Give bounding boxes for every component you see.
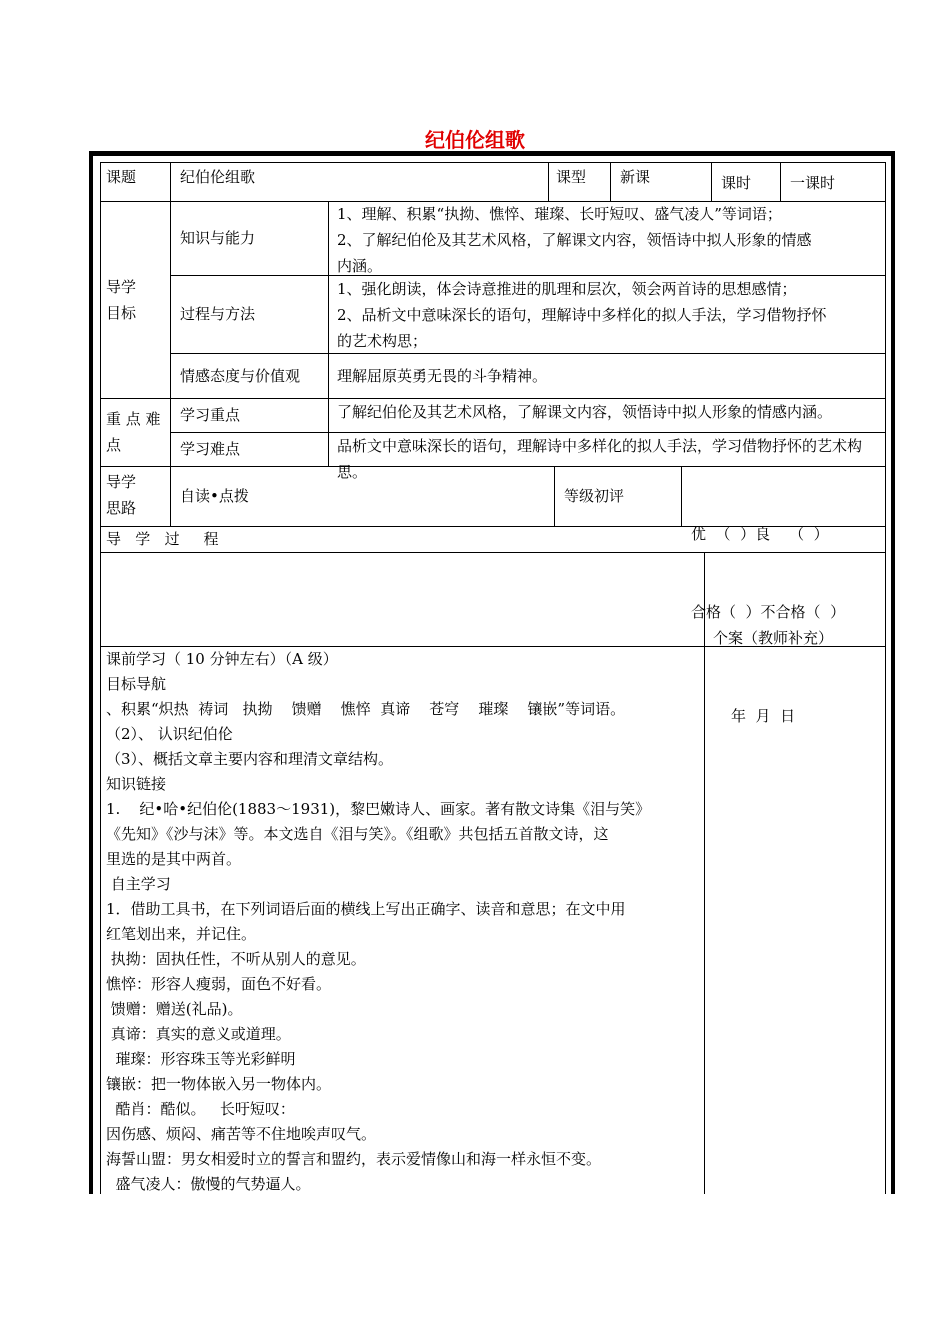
objective-category: 过程与方法 — [180, 305, 256, 323]
body-line: 馈赠：赠送(礼品)。 — [106, 1000, 243, 1018]
grid-line — [885, 162, 886, 552]
body-line: 海誓山盟：男女相爱时立的誓言和盟约，表示爱情像山和海一样永恒不变。 — [106, 1150, 602, 1168]
body-line: 自主学习 — [106, 875, 171, 893]
focus-text: 了解纪伯伦及其艺术风格，了解课文内容，领悟诗中拟人形象的情感内涵。 — [337, 403, 833, 421]
body-line: 红笔划出来，并记住。 — [106, 925, 257, 943]
focus-label: 学习重点 — [180, 406, 241, 424]
body-line: 《先知》《沙与沫》等。本文选自《泪与笑》。《组歌》共包括五首散文诗，这 — [106, 825, 609, 843]
body-line: 课前学习（ 10 分钟左右）（A 级） — [106, 650, 338, 668]
objective-content: 1、理解、积累“执拗、憔悴、璀璨、长吁短叹、盛气凌人”等词语； 2、了解纪伯伦及其艺术风格，了解课文内容，领悟诗中拟人形象的情感 内涵。 — [337, 205, 812, 275]
class-hours-value: 一课时 — [790, 174, 836, 192]
subject-label: 课题 — [106, 168, 137, 186]
body-line: 目标导航 — [106, 675, 167, 693]
body-line: 1．借助工具书，在下列词语后面的横线上写出正确字、读音和意思；在文中用 — [106, 900, 626, 918]
body-line: 里选的是其中两首。 — [106, 850, 242, 868]
class-hours-label: 课时 — [721, 174, 752, 192]
objectives-label: 导学 目标 — [106, 278, 137, 322]
body-line: 、积累“炽热 祷词 执拗 馈赠 憔悴 真谛 苍穹 璀璨 镶嵌”等词语。 — [106, 700, 626, 718]
lesson-type-value: 新课 — [620, 168, 651, 186]
grid-line — [610, 162, 611, 201]
key-points-label: 重 点 难 点 — [106, 410, 161, 454]
grid-line — [100, 162, 101, 1194]
process-heading: 导 学 过 程 — [106, 530, 219, 548]
body-line: 因伤感、烦闷、痛苦等不住地唉声叹气。 — [106, 1125, 377, 1143]
grid-line — [170, 162, 171, 526]
body-line: （3）、概括文章主要内容和理清文章结构。 — [106, 750, 394, 768]
body-line: 酷肖：酷似。 长吁短叹： — [106, 1100, 295, 1118]
body-line: 1. 纪•哈•纪伯伦(1883～1931)，黎巴嫩诗人、画家。著有散文诗集《泪与笑》 — [106, 800, 651, 818]
objective-category: 情感态度与价值观 — [180, 367, 301, 385]
body-line: 执拗：固执任性，不听从别人的意见。 — [106, 950, 366, 968]
grid-line — [328, 201, 329, 466]
approach-method: 自读•点拨 — [180, 487, 249, 505]
difficulty-text: 品析文中意味深长的语句，理解诗中多样化的拟人手法，学习借物抒怀的艺术构思。 — [337, 437, 863, 481]
body-line: （2）、 认识纪伯伦 — [106, 725, 233, 743]
body-line: 镶嵌：把一物体嵌入另一物体内。 — [106, 1075, 332, 1093]
body-line: 真谛：真实的意义或道理。 — [106, 1025, 291, 1043]
body-line: 盛气凌人：傲慢的气势逼人。 — [106, 1175, 311, 1193]
subject-value: 纪伯伦组歌 — [180, 168, 256, 186]
difficulty-label: 学习难点 — [180, 440, 241, 458]
grid-line — [780, 162, 781, 201]
objective-content: 1、强化朗读，体会诗意推进的肌理和层次，领会两首诗的思想感情； 2、品析文中意味深长的语句，理解诗中多样化的拟人手法，学习借物抒怀 的艺术构思； — [337, 280, 827, 350]
grid-line — [885, 552, 886, 1194]
objective-category: 知识与能力 — [180, 229, 256, 247]
grid-line — [711, 162, 712, 201]
body-line: 璀璨：形容珠玉等光彩鲜明 — [106, 1050, 296, 1068]
body-line: 憔悴：形容人瘦弱，面色不好看。 — [106, 975, 332, 993]
grid-line — [548, 162, 549, 201]
grid-line — [100, 162, 885, 163]
rating-options: 优 （ ）良 （ ） 合格（ ）不合格（ ） — [691, 525, 846, 621]
document-title: 纪伯伦组歌 — [425, 128, 525, 152]
teacher-note: 个案（教师补充） 年 月 日 — [713, 629, 834, 725]
lesson-body — [106, 647, 702, 1197]
approach-label: 导学 思路 — [106, 473, 137, 517]
lesson-type-label: 课型 — [556, 168, 587, 186]
body-line: 知识链接 — [106, 775, 167, 793]
objective-content: 理解屈原英勇无畏的斗争精神。 — [337, 367, 548, 385]
rating-label: 等级初评 — [564, 487, 625, 505]
